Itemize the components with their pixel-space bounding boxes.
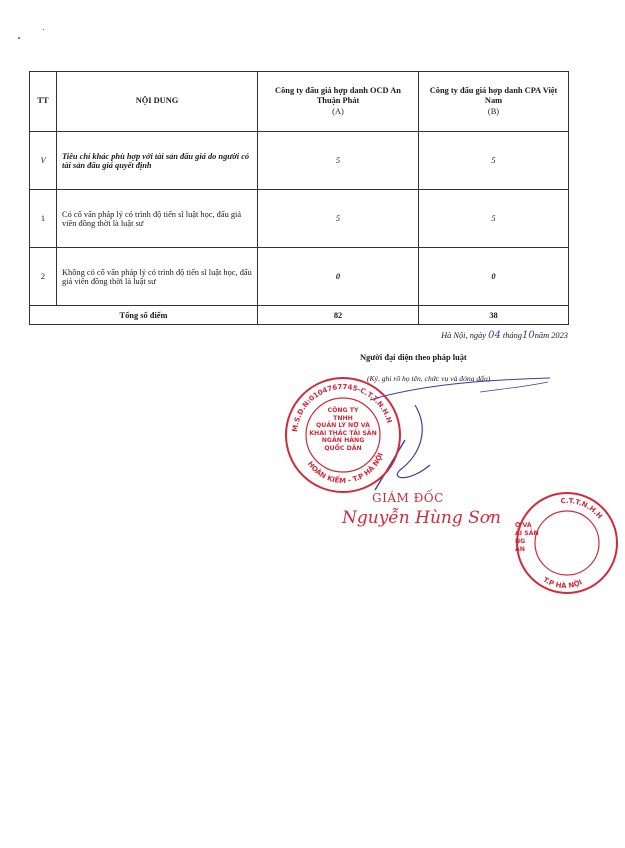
row-score-b: 5 (419, 190, 569, 248)
stamp-ring-top: M.S.D.N:0104767745-C.T.T.N.H.H (291, 382, 394, 433)
date-prefix: Hà Nội, ngày (441, 331, 486, 340)
row-content: Không có cố vấn pháp lý có trình độ tiến sĩ luật học, đấu giá viên đồng thời là luật sư (57, 248, 258, 306)
svg-text:C.T.T.N.H.H (560, 497, 604, 521)
header-col-b (419, 72, 569, 132)
representative-note: (Ký, ghi rõ họ tên, chức vụ và đóng dấu) (367, 374, 491, 383)
stamp-ring-bottom: HOÀN KIẾM - T.P HÀ NỘI (305, 451, 385, 486)
header-content: NỘI DUNG (57, 72, 258, 132)
side-stamp-center (515, 522, 555, 554)
header-col-a-name: Công ty đấu giá hợp danh OCD An Thuận Phát (275, 85, 401, 106)
signer-title: GIÁM ĐỐC (372, 491, 444, 505)
side-stamp-line: Ợ VÀ (515, 522, 532, 529)
row-score-b: 0 (419, 248, 569, 306)
side-stamp (505, 488, 604, 593)
row-tt: 2 (30, 248, 57, 306)
signer-name: Nguyễn Hùng Sơn (342, 508, 501, 528)
side-stamp-ring-text: C.T.T.N.H.H (560, 496, 604, 521)
total-row (30, 306, 569, 325)
stamp-line: TNHH (333, 414, 353, 422)
side-stamp-line: NG (515, 538, 526, 545)
date-day: 04 (488, 330, 501, 341)
side-stamp-line: ÀI SẢN (515, 530, 539, 537)
header-tt: TT (30, 72, 57, 132)
stamp-line: CÔNG TY (327, 407, 359, 414)
score-table (29, 71, 569, 325)
header-col-a (258, 72, 419, 132)
stamp-line: QUỐC DÂN (324, 444, 362, 452)
total-score-a: 82 (258, 306, 419, 325)
row-score-a: 5 (258, 132, 419, 190)
row-tt: 1 (30, 190, 57, 248)
table-row (30, 190, 569, 248)
scan-speck (43, 29, 44, 30)
table-header-row (30, 72, 569, 132)
stamp-center-text (307, 407, 379, 453)
scan-speck (18, 37, 20, 39)
side-stamp-line: ÂN (515, 546, 525, 553)
svg-text:T.P HÀ NỘI (542, 576, 584, 590)
row-score-b: 5 (419, 132, 569, 190)
stamp-line: KHAI THÁC TÀI SẢN (309, 429, 377, 437)
date-month-word: tháng (502, 331, 522, 340)
total-label: Tổng số điểm (30, 306, 258, 325)
row-content: Tiêu chí khác phù hợp với tài sản đấu giá do người có tài sản đấu giá quyết định (57, 132, 258, 190)
header-col-a-code: (A) (332, 106, 344, 116)
stamp-line: QUẢN LÝ NỢ VÀ (316, 422, 370, 430)
table-row (30, 132, 569, 190)
side-stamp-ring-bottom: T.P HÀ NỘI (541, 575, 584, 591)
row-tt: V (30, 132, 57, 190)
total-score-b: 38 (419, 306, 569, 325)
table-row (30, 248, 569, 306)
representative-title: Người đại diện theo pháp luật (360, 353, 467, 362)
date-year: năm 2023 (534, 331, 568, 340)
header-col-b-code: (B) (487, 106, 500, 116)
date-line (441, 330, 568, 341)
header-col-b-name: Công ty đấu giá hợp danh CPA Việt Nam (429, 85, 558, 106)
company-stamp (283, 375, 403, 495)
row-content: Có cố vấn pháp lý có trình độ tiến sĩ luật học, đấu giá viên đồng thời là luật sư (57, 190, 258, 248)
date-month: 10 (521, 330, 535, 341)
row-score-a: 0 (258, 248, 419, 306)
stamp-line: NGÂN HÀNG (321, 437, 365, 445)
row-score-a: 5 (258, 190, 419, 248)
